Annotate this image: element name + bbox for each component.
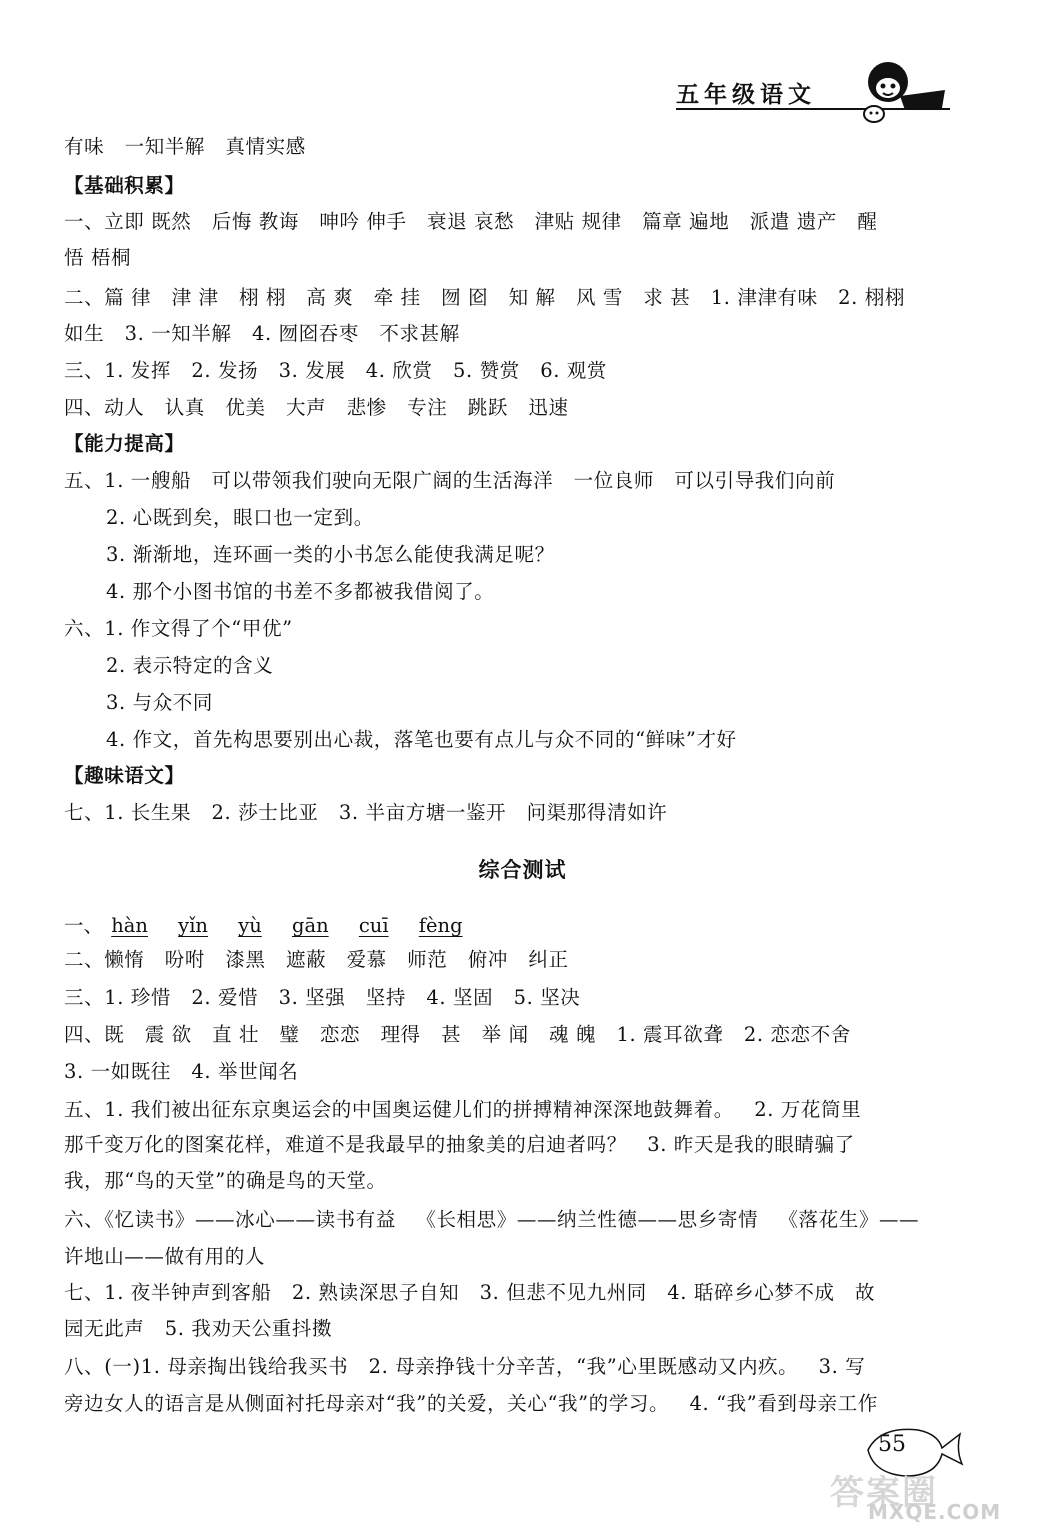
answer-line: 六、《忆读书》——冰心——读书有益 《长相思》——纳兰性德——思乡寄情 《落花生》—— [64, 1208, 920, 1231]
pinyin-item: cuī [358, 914, 389, 937]
pinyin-item: yǐn [178, 914, 208, 937]
watermark-url: MXQE.COM [868, 1500, 1002, 1524]
answer-line: 园无此声 5. 我劝天公重抖擞 [64, 1317, 333, 1340]
answer-line: 旁边女人的语言是从侧面衬托母亲对“我”的关爱，关心“我”的学习。 4. “我”看到母亲工作 [64, 1392, 878, 1415]
answer-line: 许地山——做有用的人 [64, 1245, 266, 1268]
section-heading: 【能力提高】 [64, 432, 185, 455]
pinyin-item: gān [291, 914, 329, 937]
answer-line: 八、(一)1. 母亲掏出钱给我买书 2. 母亲挣钱十分辛苦，“我”心里既感动又内疚。 3. 写 [64, 1355, 866, 1378]
answer-line: 二、篇 律 津 津 栩 栩 高 爽 牵 挂 囫 囵 知 解 风 雪 求 甚 1. 津津有味 2. 栩栩 [64, 286, 905, 309]
answer-line: 四、既 震 欲 直 壮 璧 恋恋 理得 甚 举 闻 魂 魄 1. 震耳欲聋 2. 恋恋不舍 [64, 1023, 851, 1046]
answer-line: 3. 与众不同 [106, 691, 214, 714]
pinyin-item: hàn [111, 914, 148, 937]
answer-line: 七、1. 长生果 2. 莎士比亚 3. 半亩方塘一鉴开 问渠那得清如许 [64, 801, 668, 824]
answer-line: 如生 3. 一知半解 4. 囫囵吞枣 不求甚解 [64, 322, 460, 345]
pinyin-row [64, 910, 487, 938]
answer-line: 3. 一如既往 4. 举世闻名 [64, 1060, 299, 1083]
answer-line: 2. 表示特定的含义 [106, 654, 274, 677]
answer-line: 4. 作文，首先构思要别出心裁，落笔也要有点儿与众不同的“鲜味”才好 [106, 728, 737, 751]
mascot-illustration [850, 52, 950, 132]
answer-line: 七、1. 夜半钟声到客船 2. 熟读深思子自知 3. 但悲不见九州同 4. 聒碎乡心梦不成 故 [64, 1281, 876, 1304]
answer-line: 五、1. 一艘船 可以带领我们驶向无限广阔的生活海洋 一位良师 可以引导我们向前 [64, 469, 836, 492]
answer-line: 3. 渐渐地，连环画一类的小书怎么能使我满足呢？ [106, 543, 555, 566]
answer-line: 三、1. 发挥 2. 发扬 3. 发展 4. 欣赏 5. 赞赏 6. 观赏 [64, 359, 607, 382]
header-title: 五年级语文 [676, 81, 816, 108]
pinyin-label: 一、 [64, 914, 104, 937]
answer-line: 悟 梧桐 [64, 246, 132, 269]
answer-line: 六、1. 作文得了个“甲优” [64, 617, 293, 640]
answer-line: 那千变万化的图案花样，难道不是我最早的抽象美的启迪者吗？ 3. 昨天是我的眼睛骗了 [64, 1133, 855, 1156]
pinyin-item: yù [238, 914, 262, 937]
page-number: 55 [878, 1432, 906, 1457]
pinyin-item: fèng [418, 914, 463, 937]
watermark-logo: 答案圈 [830, 1473, 938, 1513]
answer-line: 2. 心既到矣，眼口也一定到。 [106, 506, 374, 529]
section-heading: 【趣味语文】 [64, 764, 185, 787]
answer-line: 一、立即 既然 后悔 教诲 呻吟 伸手 衰退 哀愁 津贴 规律 篇章 遍地 派遣 遗产 醒 [64, 210, 878, 233]
answer-line: 四、动人 认真 优美 大声 悲惨 专注 跳跃 迅速 [64, 396, 569, 419]
answer-line: 我，那“鸟的天堂”的确是鸟的天堂。 [64, 1169, 387, 1192]
answer-line: 二、懒惰 吩咐 漆黑 遮蔽 爱慕 师范 俯冲 纠正 [64, 948, 569, 971]
answer-line: 有味 一知半解 真情实感 [64, 135, 306, 158]
answer-line: 五、1. 我们被出征东京奥运会的中国奥运健儿们的拼搏精神深深地鼓舞着。 2. 万花筒里 [64, 1098, 862, 1121]
answer-line: 4. 那个小图书馆的书差不多都被我借阅了。 [106, 580, 495, 603]
section-title: 综合测试 [478, 858, 567, 882]
section-heading: 【基础积累】 [64, 174, 185, 197]
answer-line: 三、1. 珍惜 2. 爱惜 3. 坚强 坚持 4. 坚固 5. 坚决 [64, 986, 581, 1009]
